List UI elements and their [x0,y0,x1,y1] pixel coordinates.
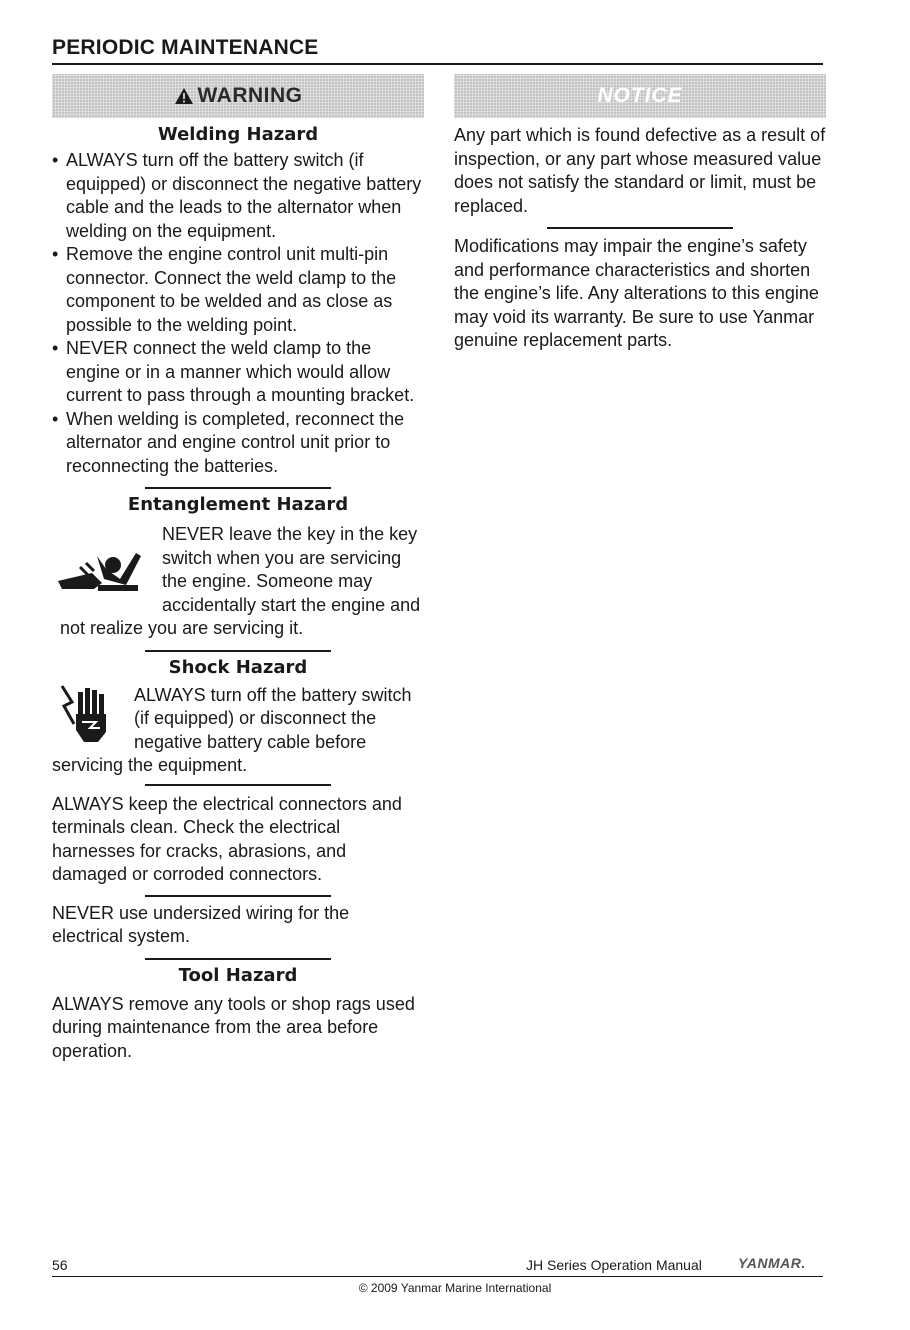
right-column [454,74,826,353]
notice-paragraph-2: Modifications may impair the engine’s safety and performance characteristics and shorten the engine’s life. Any alterations to this engine may void its warranty. Be sure to use Yanmar genuine replacement parts. [454,236,819,350]
welding-hazard-heading: Welding Hazard [157,124,319,145]
wiring-paragraph: NEVER use undersized wiring for the electrical system. [52,902,350,946]
section-divider [145,895,331,897]
page-number: 56 [52,1257,68,1273]
notice-paragraph-1: Any part which is found defective as a result of inspection, or any part whose measured value does not satisfy the standard or limit, must be replaced. [454,125,826,216]
list-item: • NEVER connect the weld clamp to the engine or in a manner which would allow current to pass through a mounting bracket. [52,337,424,408]
shock-hazard-heading: Shock Hazard [168,656,308,678]
notice-banner [454,74,826,118]
warning-banner [52,74,424,118]
list-item: • Remove the engine control unit multi-pin connector. Connect the weld clamp to the component to be welded and as close as possible to the welding point. [52,243,424,337]
list-item: • When welding is completed, reconnect the alternator and engine control unit prior to reconnecting the batteries. [52,408,424,479]
shock-block [52,684,424,778]
entanglement-block [52,523,424,641]
notice-banner-label: NOTICE [597,84,683,107]
left-column [52,74,424,1063]
title-rule [52,63,823,65]
manual-name: JH Series Operation Manual [526,1257,702,1273]
tool-hazard-text: ALWAYS remove any tools or shop rags used during maintenance from the area before operation. [52,993,415,1061]
warning-banner-label: WARNING [197,84,303,107]
welding-hazard-list [52,149,424,478]
tool-hazard-heading: Tool Hazard [178,964,298,986]
warning-triangle-icon [174,87,194,105]
entanglement-hazard-icon [52,523,162,615]
electric-shock-icon [52,684,134,750]
shock-text: ALWAYS turn off the battery switch (if equipped) or disconnect the negative battery cable before servicing the equipment. [52,684,412,775]
section-divider [547,227,733,229]
footer-rule [52,1276,823,1277]
entanglement-hazard-heading: Entanglement Hazard [127,494,349,515]
entanglement-text: NEVER leave the key in the key switch when you are servicing the engine. Someone may accidentally start the engine and not realize you are servicing it. [60,524,421,638]
brand-logo: YANMAR. [738,1255,806,1271]
page-title: PERIODIC MAINTENANCE [52,36,319,59]
section-divider [145,487,331,489]
list-item: • ALWAYS turn off the battery switch (if equipped) or disconnect the negative battery cable and the leads to the alternator when welding on the equipment. [52,149,424,243]
copyright: © 2009 Yanmar Marine International [358,1281,552,1295]
section-divider [145,650,331,652]
section-divider [145,958,331,960]
section-divider [145,784,331,786]
electrical-connectors-paragraph: ALWAYS keep the electrical connectors and terminals clean. Check the electrical harnesses for cracks, abrasions, and damaged or corroded connectors. [52,793,402,884]
